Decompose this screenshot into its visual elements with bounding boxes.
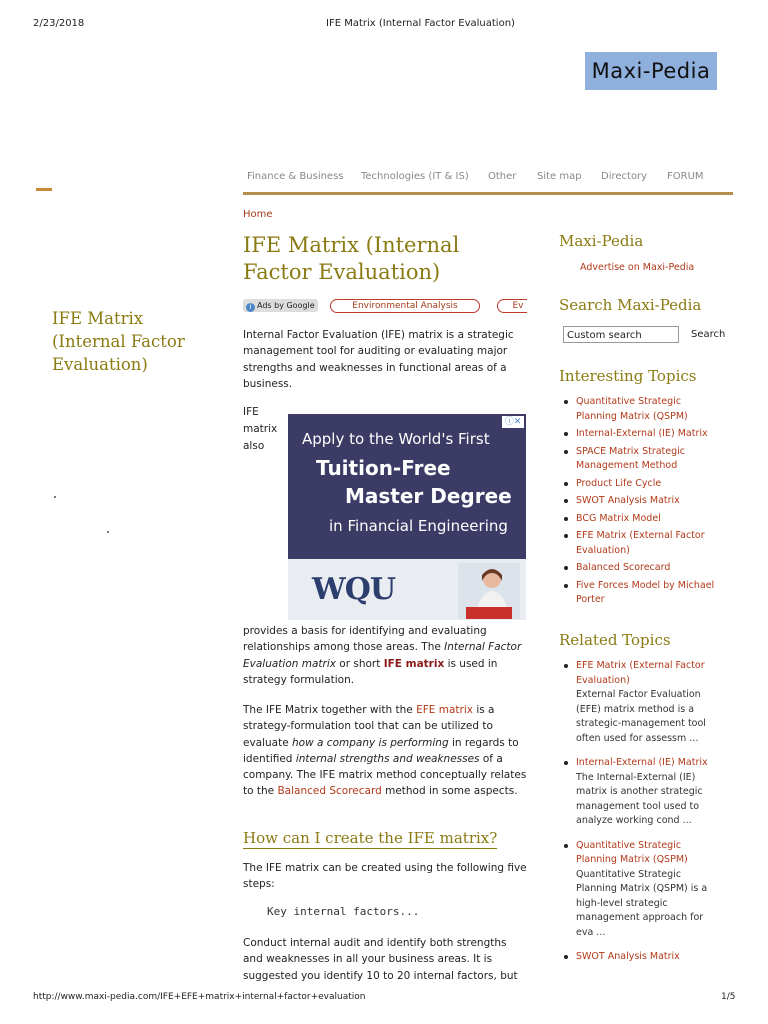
ad-line: Apply to the World's First [302,430,490,448]
related-desc: External Factor Evaluation (EFE) matrix method is a strategic-management tool often used for assessm ... [576,689,706,744]
nav-item-directory[interactable]: Directory [601,171,648,182]
text-span: method in some aspects. [381,785,518,798]
list-item [560,494,720,509]
wrap-text: also [243,440,265,452]
topic-link[interactable]: Balanced Scorecard [576,562,671,573]
person-image-icon [458,563,520,619]
related-topics-list [560,659,720,965]
top-nav [243,170,733,195]
text-span: or short [335,657,384,670]
ad-brand-logo: WQU [312,572,395,607]
sidebar-heading-search: Search Maxi-Pedia [559,296,702,314]
sidebar-heading-maxipedia: Maxi-Pedia [559,232,644,250]
ad-top-panel [288,414,526,559]
left-page-title: IFE Matrix (Internal Factor Evaluation) [52,309,185,374]
emphasis-text: Internal Factor Evaluation matrix [243,641,522,670]
section-heading: How can I create the IFE matrix? [243,829,498,847]
topic-link[interactable]: SPACE Matrix Strategic Management Method [576,445,686,471]
info-icon: i [246,303,255,312]
list-item [560,445,720,474]
wrap-text: IFE [243,406,259,418]
ife-matrix-link[interactable]: IFE matrix [383,657,445,670]
text-span: is used in strategy formulation. [243,657,498,686]
ad-close-icon[interactable]: ⓘ✕ [502,416,524,428]
left-accent-bar [36,188,52,191]
text-span: of a company. The IFE matrix method conceptually relates to the [243,752,527,798]
related-link[interactable]: Internal-External (IE) Matrix [576,757,708,768]
topic-link[interactable]: Quantitative Strategic Planning Matrix (QSPM) [576,396,688,422]
nav-item-technologies[interactable]: Technologies (IT & IS) [361,171,469,182]
list-item [560,561,720,576]
advertise-link[interactable]: Advertise on Maxi-Pedia [580,262,695,273]
ads-by-google[interactable] [243,299,318,312]
list-item [560,529,720,558]
nav-item-forum[interactable]: FORUM [667,171,704,182]
search-button[interactable]: Search [691,329,726,340]
ad-banner[interactable] [288,414,526,620]
list-item [560,950,720,965]
topic-link[interactable]: EFE Matrix (External Factor Evaluation) [576,530,705,556]
paragraph-5: Conduct internal audit and identify both strengths and weaknesses in all your business areas. It is suggested you identify 10 to 20 internal factors, but [243,937,518,982]
text-span: is a strategy-formulation tool that can be utilized to evaluate [243,704,495,749]
ads-by-label: Ads by Google [257,301,315,310]
nav-item-finance[interactable]: Finance & Business [247,171,344,182]
page-title: IFE Matrix (Internal Factor Evaluation) [243,233,460,284]
list-item [560,477,720,492]
intro-paragraph: Internal Factor Evaluation (IFE) matrix is a strategic management tool for auditing or evaluating major strengths and weaknesses in functional areas of a business. [243,329,514,390]
search-input[interactable]: Custom search [563,326,679,343]
text-span: in regards to identified [243,736,519,765]
nav-item-sitemap[interactable]: Site map [537,171,582,182]
paragraph-3 [243,702,528,800]
ad-line: Tuition-Free [316,456,451,480]
text-span: provides a basis for identifying and evaluating relationships among those areas. The [243,625,487,654]
efe-matrix-link[interactable]: EFE matrix [416,704,473,716]
topic-link[interactable]: Product Life Cycle [576,477,662,489]
related-link[interactable]: Quantitative Strategic Planning Matrix (QSPM) [576,839,688,865]
related-link[interactable]: SWOT Analysis Matrix [576,951,680,962]
topic-link[interactable]: SWOT Analysis Matrix [576,495,680,506]
ad-links-row [243,298,527,314]
print-url: http://www.maxi-pedia.com/IFE+EFE+matrix+internal+factor+evaluation [33,992,366,1002]
emphasis-text: how a company is performing [292,736,449,749]
topic-link[interactable]: Five Forces Model by Michael Porter [576,579,715,605]
breadcrumb-home[interactable]: Home [243,209,273,220]
list-item [560,579,720,608]
related-desc: The Internal-External (IE) matrix is another strategic management tool used to analyze working cond ... [576,771,703,826]
related-link[interactable]: EFE Matrix (External Factor Evaluation) [576,660,705,686]
code-line: Key internal factors... [267,905,420,918]
list-item [560,839,720,941]
paragraph-2 [243,623,528,688]
left-dot [54,496,56,498]
paragraph-4: The IFE matrix can be created using the following five steps: [243,862,527,891]
sidebar-heading-related: Related Topics [559,631,671,649]
print-date: 2/23/2018 [33,18,85,29]
wrap-text: matrix [243,423,278,435]
nav-item-other[interactable]: Other [488,171,517,182]
list-item [560,756,720,829]
emphasis-text: internal strengths and weaknesses [295,752,480,765]
balanced-scorecard-link[interactable]: Balanced Scorecard [277,785,382,798]
ad-link-pill[interactable]: Ev [497,299,527,313]
list-item [560,659,720,746]
sidebar-heading-interesting: Interesting Topics [559,367,697,385]
text-span: The IFE Matrix together with the [243,704,417,716]
left-dot [107,531,109,533]
list-item [560,512,720,527]
print-page-number: 1/5 [721,992,736,1002]
topic-link[interactable]: BCG Matrix Model [576,512,661,524]
list-item [560,395,720,424]
ad-link-pill[interactable]: Environmental Analysis [330,299,480,313]
ad-line: Master Degree [345,484,512,508]
interesting-topics-list [560,395,720,608]
list-item [560,427,720,442]
print-title: IFE Matrix (Internal Factor Evaluation) [326,18,515,29]
topic-link[interactable]: Internal-External (IE) Matrix [576,428,708,439]
related-desc: Quantitative Strategic Planning Matrix (QSPM) is a high-level strategic management approach for eva ... [576,868,708,938]
ad-bottom-panel [288,559,526,620]
ad-line: in Financial Engineering [329,517,508,535]
site-logo[interactable]: Maxi-Pedia [585,52,717,90]
